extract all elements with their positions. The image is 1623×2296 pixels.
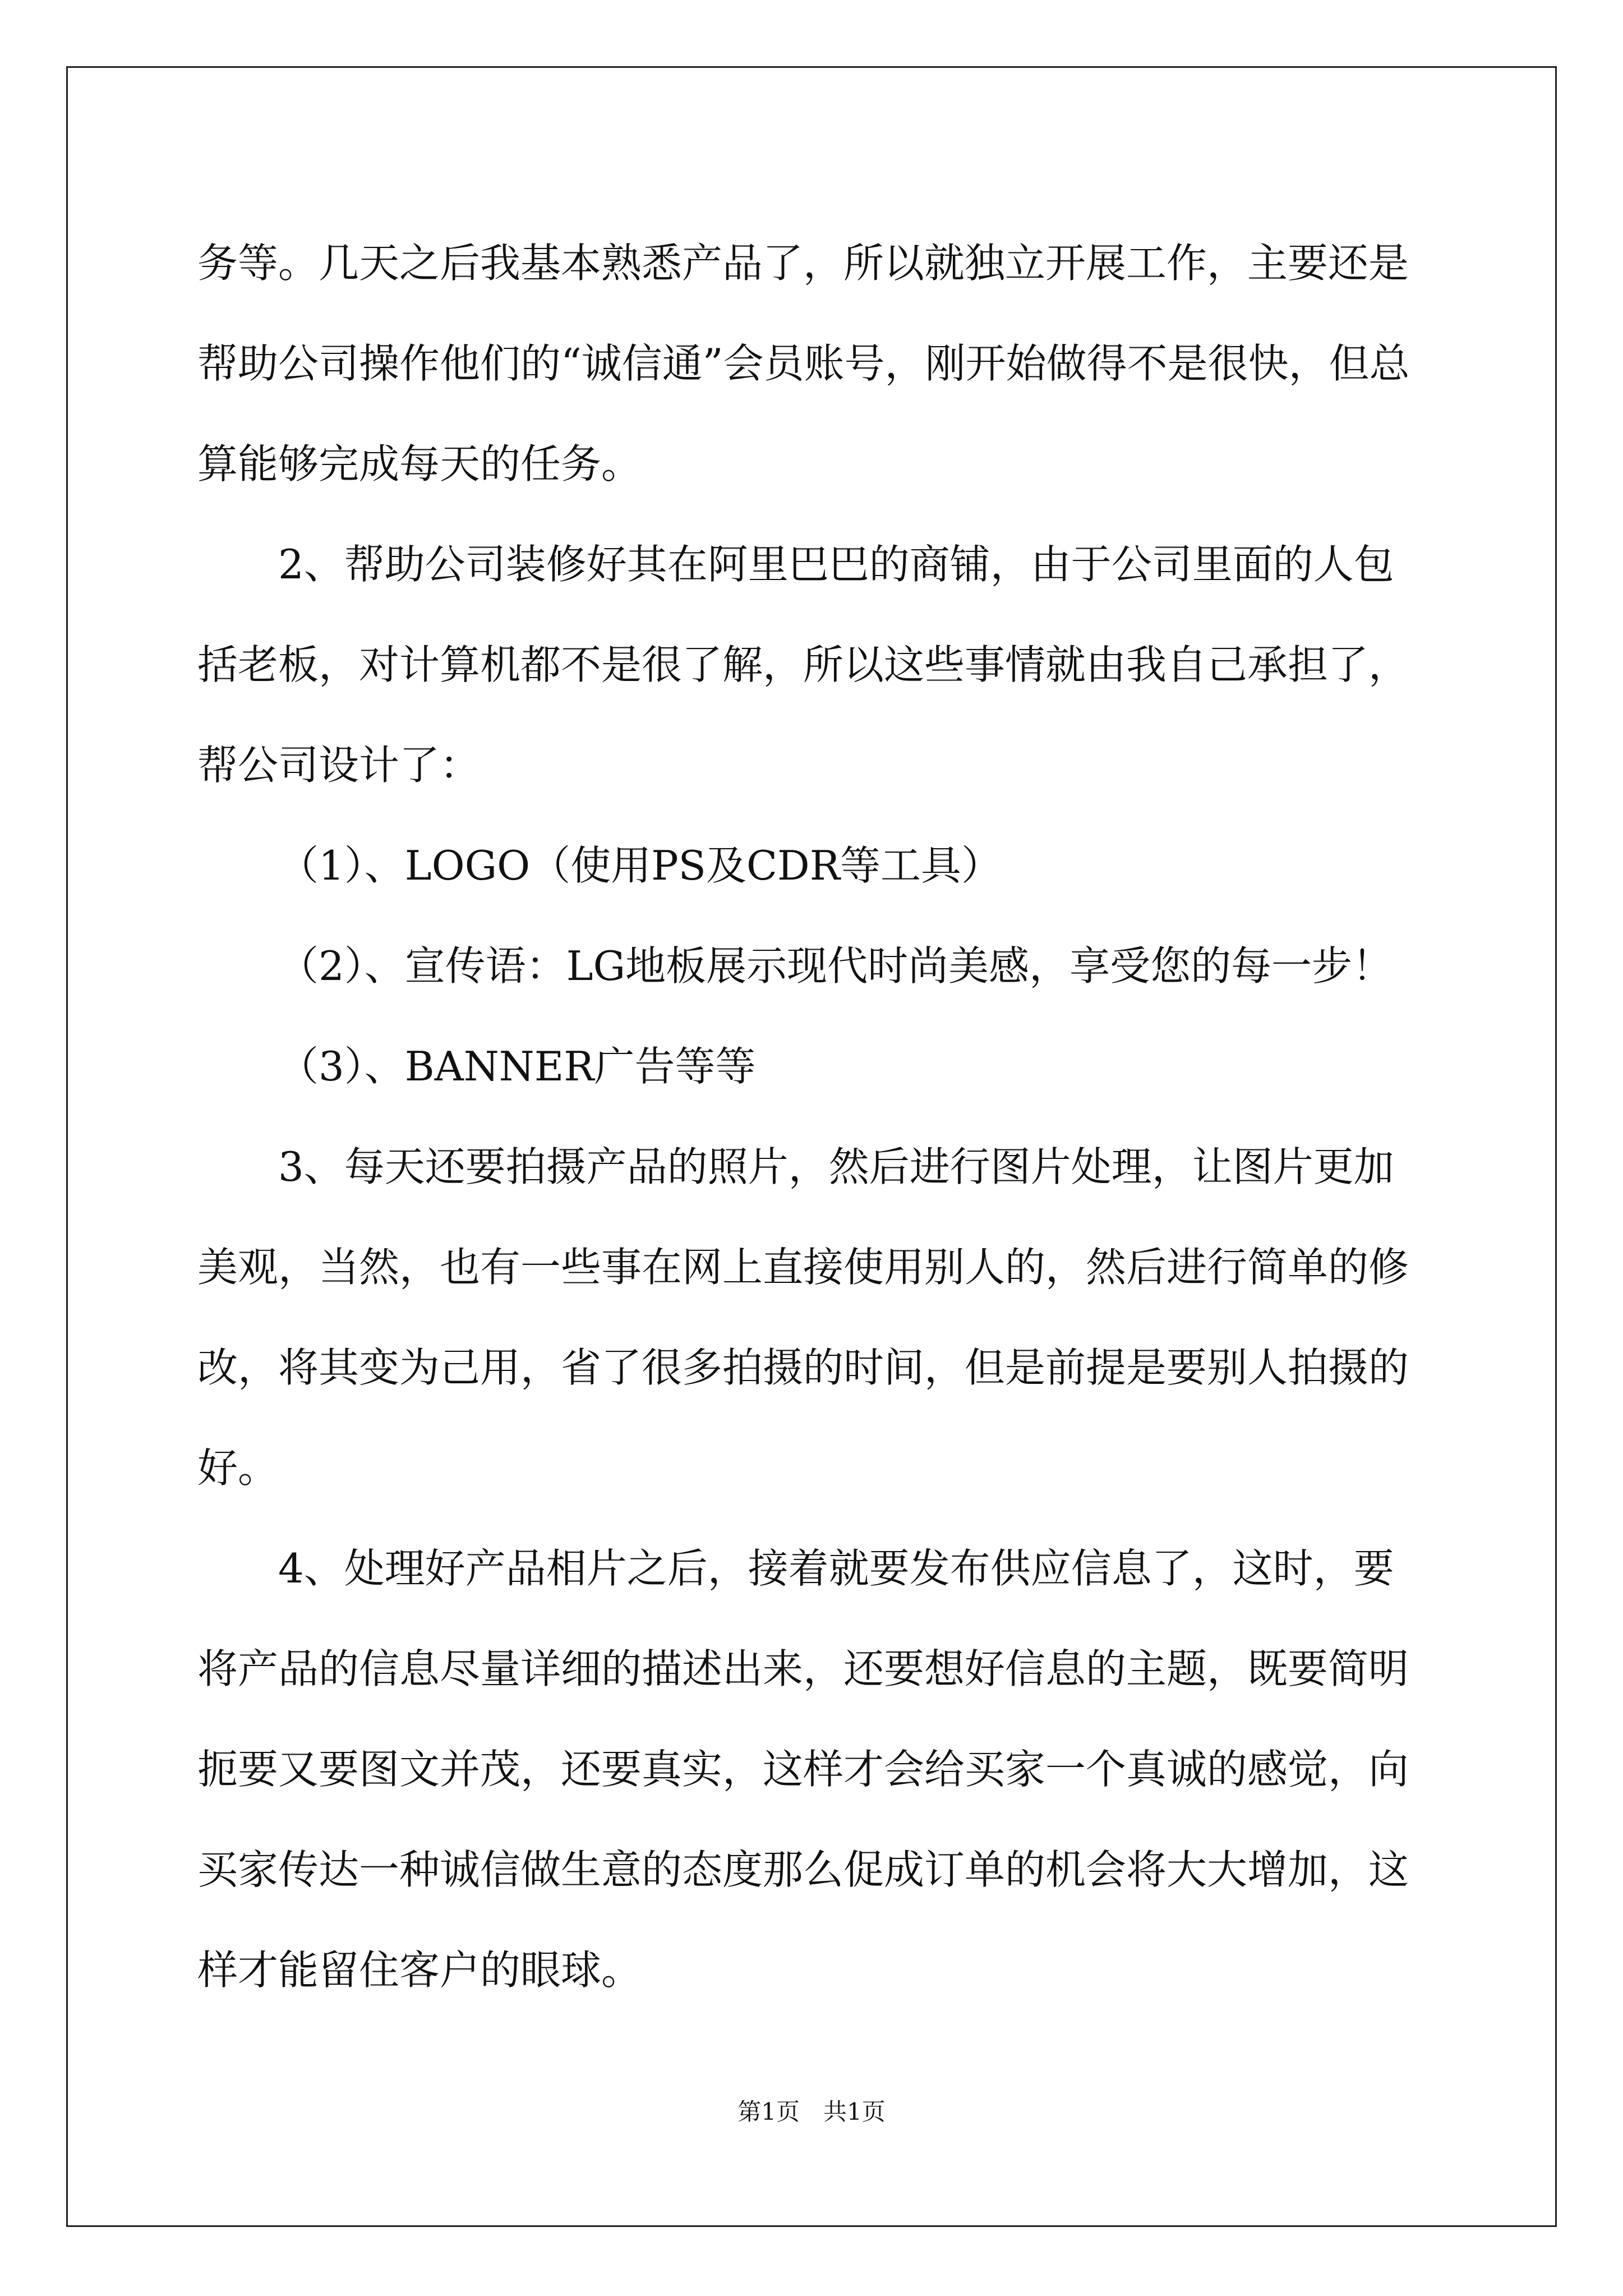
list-item-banner: （3）、BANNER广告等等 [278,1043,756,1090]
paragraph-item-3: 3、每天还要拍摄产品的照片，然后进行图片处理，让图片更加美观，当然，也有一些事在网上直接使用别人的，然后进行简单的修改，将其变为己用，省了很多拍摄的时间，但是前提是要别人拍摄的好。 [197,1143,1409,1492]
document-body [197,213,1431,2021]
list-item-logo: （1）、LOGO（使用PS及CDR等工具） [278,842,1002,889]
paragraph-continued: 务等。几天之后我基本熟悉产品了，所以就独立开展工作，主要还是帮助公司操作他们的“诚信通”会员账号，刚开始做得不是很快，但总算能够完成每天的任务。 [197,240,1410,487]
list-item-slogan: （2）、宣传语：LG地板展示现代时尚美感，享受您的每一步！ [278,942,1393,990]
paragraph-item-2: 2、帮助公司装修好其在阿里巴巴的商铺，由于公司里面的人包括老板，对计算机都不是很了解，所以这些事情就由我自己承担了，帮公司设计了： [197,541,1409,789]
page-number-footer: 第1页 共1页 [737,2098,886,2125]
paragraph-item-4: 4、处理好产品相片之后，接着就要发布供应信息了，这时，要将产品的信息尽量详细的描述出来，还要想好信息的主题，既要简明扼要又要图文并茂，还要真实，这样才会给买家一个真诚的感觉，向买家传达一种诚信做生意的态度那么促成订单的机会将大大增加，这样才能留住客户的眼球。 [197,1545,1409,1994]
